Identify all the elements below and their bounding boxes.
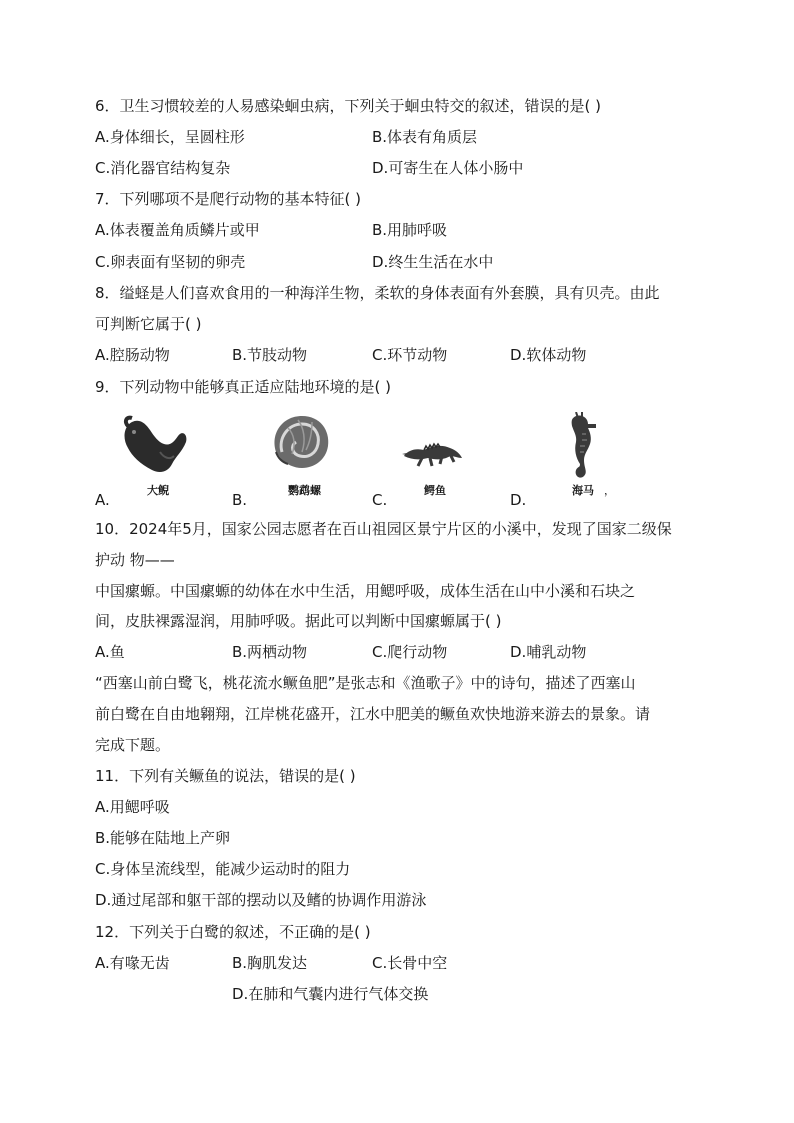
question-7-option-b: B.用肺呼吸 xyxy=(372,221,448,239)
question-6-stem: 6．卫生习惯较差的人易感染蛔虫病，下列关于蛔虫特交的叙述，错误的是( ) xyxy=(95,97,602,115)
question-10-stem-line4: 间，皮肤裸露湿润，用肺呼吸。据此可以判断中国瘰螈属于( ) xyxy=(95,612,502,630)
question-10-option-d: D.哺乳动物 xyxy=(510,643,587,661)
question-9-option-c xyxy=(372,412,492,507)
question-7-option-d: D.终生生活在水中 xyxy=(372,253,494,271)
question-7-option-a: A.体表覆盖角质鳞片或甲 xyxy=(95,221,260,239)
question-8-option-d: D.软体动物 xyxy=(510,346,587,364)
seahorse-icon xyxy=(562,412,602,482)
question-11-option-d: D.通过尾部和躯干部的摆动以及鳍的协调作用游泳 xyxy=(95,891,427,909)
question-8-option-a: A.腔肠动物 xyxy=(95,346,170,364)
question-12-option-c: C.长骨中空 xyxy=(372,954,448,972)
passage-line2: 前白鹭在自由地翱翔，江岸桃花盛开，江水中肥美的鳜鱼欢快地游来游去的景象。请 xyxy=(95,705,651,723)
question-10-option-b: B.两栖动物 xyxy=(232,643,308,661)
question-10-stem-line3: 中国瘰螈。中国瘰螈的幼体在水中生活，用鳃呼吸，成体生活在山中小溪和石块之 xyxy=(95,582,636,600)
question-9-option-b xyxy=(232,412,352,507)
question-12-stem: 12．下列关于白鹭的叙述，不正确的是( ) xyxy=(95,923,371,941)
question-11-option-a: A.用鳃呼吸 xyxy=(95,798,170,816)
option-mark: ， xyxy=(604,484,615,497)
option-caption: 鳄鱼 xyxy=(424,484,446,497)
question-6-option-c: C.消化器官结构复杂 xyxy=(95,159,231,177)
question-11-stem: 11．下列有关鳜鱼的说法，错误的是( ) xyxy=(95,767,356,785)
question-6-option-b: B.体表有角质层 xyxy=(372,128,478,146)
question-8-option-b: B.节肢动物 xyxy=(232,346,308,364)
passage-line1: “西塞山前白鹭飞，桃花流水鳜鱼肥”是张志和《渔歌子》中的诗句，描述了西塞山 xyxy=(95,674,636,692)
nautilus-icon xyxy=(268,412,334,472)
option-letter: D. xyxy=(510,491,527,509)
question-9-option-a xyxy=(95,412,205,507)
question-12-option-b: B.胸肌发达 xyxy=(232,954,308,972)
question-11-option-c: C.身体呈流线型，能减少运动时的阻力 xyxy=(95,860,351,878)
question-9-option-d xyxy=(510,412,620,507)
option-letter: A. xyxy=(95,491,110,509)
giant-salamander-icon xyxy=(120,412,190,474)
option-caption: 海马 xyxy=(572,484,594,497)
question-8-stem-line1: 8．缢蛏是人们喜欢食用的一种海洋生物，柔软的身体表面有外套膜，具有贝壳。由此 xyxy=(95,284,660,302)
question-7-option-c: C.卵表面有坚韧的卵壳 xyxy=(95,253,246,271)
question-6-option-a: A.身体细长，呈圆柱形 xyxy=(95,128,245,146)
option-caption: 大鲵 xyxy=(147,484,169,497)
question-6-option-d: D.可寄生在人体小肠中 xyxy=(372,159,524,177)
question-8-option-c: C.环节动物 xyxy=(372,346,448,364)
question-7-stem: 7．下列哪项不是爬行动物的基本特征( ) xyxy=(95,190,362,208)
question-10-option-c: C.爬行动物 xyxy=(372,643,448,661)
crocodile-icon xyxy=(400,432,466,472)
question-9-stem: 9．下列动物中能够真正适应陆地环境的是( ) xyxy=(95,378,392,396)
option-caption: 鹦鹉螺 xyxy=(288,484,321,497)
question-8-stem-line2: 可判断它属于( ) xyxy=(95,315,202,333)
question-10-option-a: A.鱼 xyxy=(95,643,125,661)
question-10-stem-line1: 10．2024年5月，国家公园志愿者在百山祖园区景宁片区的小溪中，发现了国家二级保 xyxy=(95,520,672,538)
question-12-option-d: D.在肺和气囊内进行气体交换 xyxy=(232,985,429,1003)
question-11-option-b: B.能够在陆地上产卵 xyxy=(95,829,231,847)
option-letter: C. xyxy=(372,491,388,509)
option-letter: B. xyxy=(232,491,248,509)
question-10-stem-line2: 护动 物—— xyxy=(95,551,175,569)
question-12-option-a: A.有喙无齿 xyxy=(95,954,170,972)
passage-line3: 完成下题。 xyxy=(95,736,171,754)
